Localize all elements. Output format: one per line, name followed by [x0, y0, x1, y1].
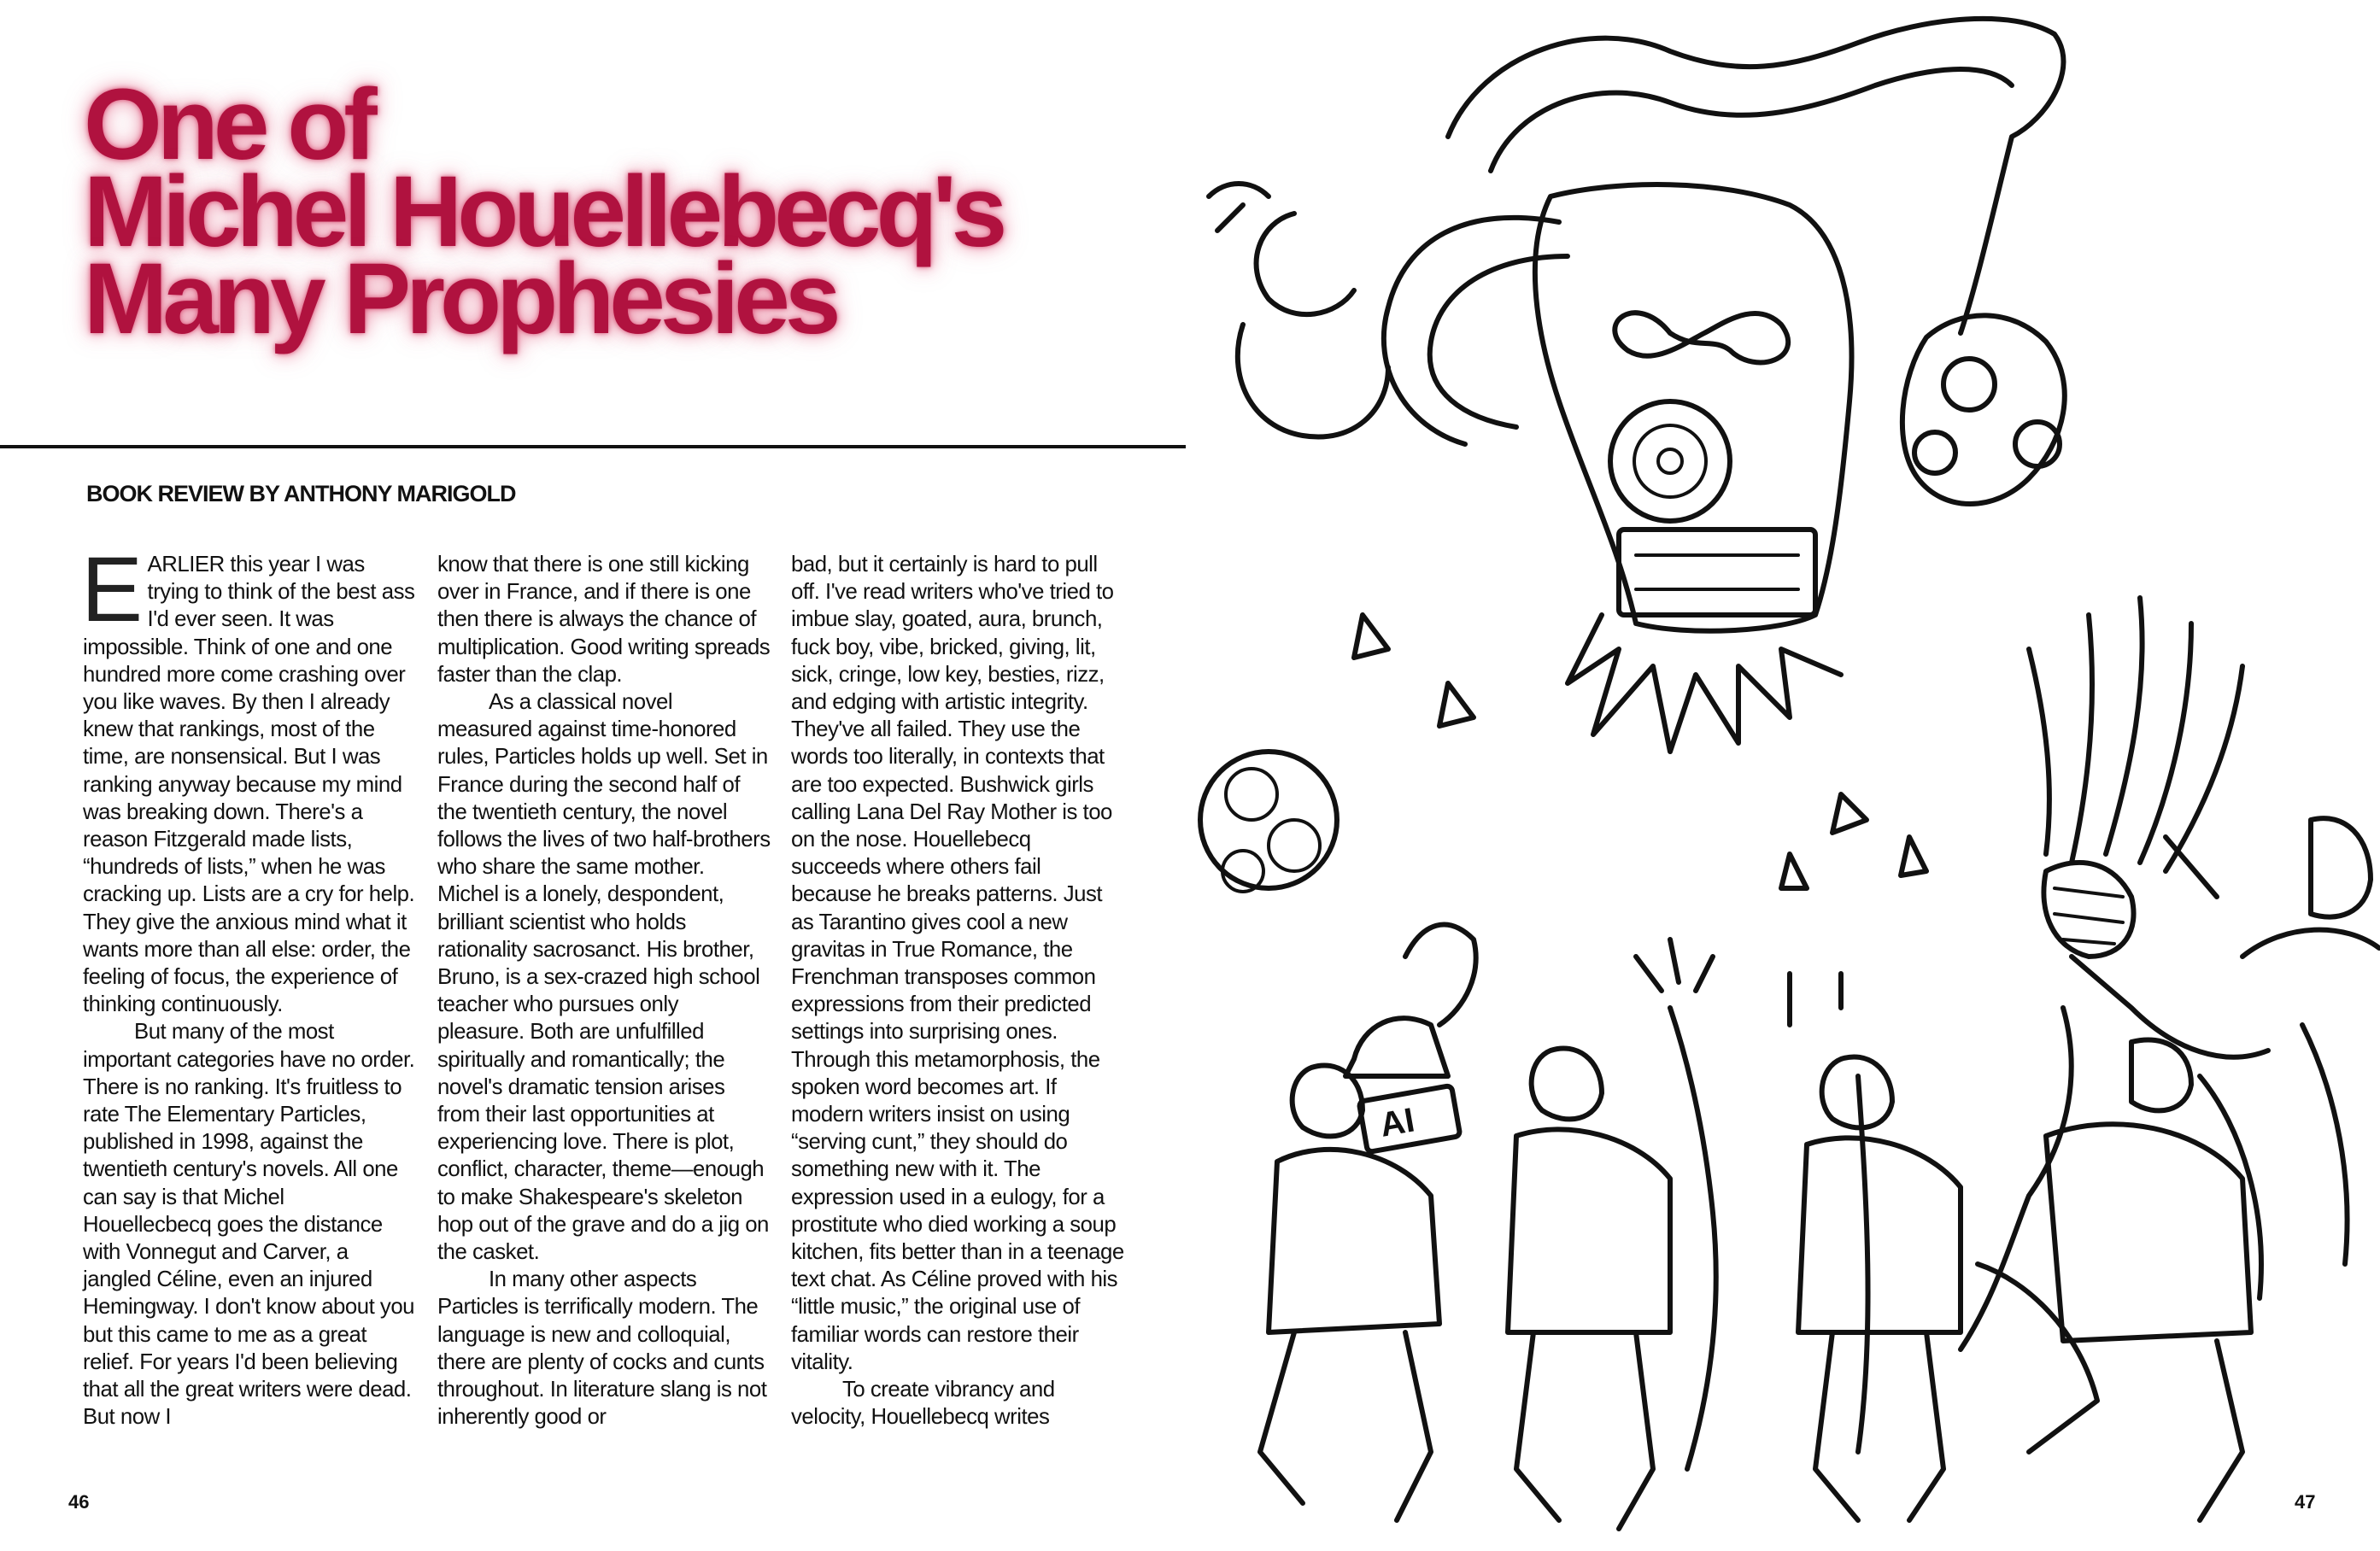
page-number-right: 47 [2295, 1491, 2316, 1513]
column-2-paragraph-2: As a classical novel measured against time-honored rules, Particles holds up well. Set in France during the second half of the twentieth century, the novel follows the lives of two half-brothers who share the same mother. Michel is a lonely, despondent, brilliant scientist who holds rationality sacrosanct. His brother, Bruno, is a sex-crazed high school teacher who pursues only pleasure. Both are unfulfilled spiritually and romantically; the novel's dramatic tension arises from their last opportunities at experiencing love. There is plot, conflict, character, theme—enough to make Shakespeare's skeleton hop out of the grave and do a jig on the casket. [437, 690, 771, 1265]
robot-illustration [1192, 0, 2380, 1551]
line-art-illustration [1192, 0, 2380, 1551]
robot-sign-text: AI [1377, 1101, 1418, 1144]
column-1-paragraph-2: But many of the most important categories have no order. There is no ranking. It's fruitless to rate The Elementary Particles, published in 1998, against the twentieth century's novels. All one can say is that Michel Houellecbecq goes the distance with Vonnegut and Carver, a jangled Céline, even an injured Hemingway. I don't know about you but this came to me as a great relief. For years I'd been believing that all the great writers were dead. But now I [83, 1020, 415, 1430]
headline-line-3: Many Prophesies [84, 243, 836, 355]
column-2-paragraph-3: In many other aspects Particles is terrifically modern. The language is new and colloquial, there are plenty of cocks and cunts throughout. In literature slang is not inherently good or [437, 1267, 767, 1430]
drop-cap: E [81, 537, 143, 641]
column-1-paragraph-1 [81, 537, 416, 1018]
paragraph-text: ARLIER this year I was trying to think of the best ass I'd ever seen. It was impossible. Think of one and one hundred more come crashing over you like waves. By then I already knew that rankings, most of the time, are nonsensical. But I was ranking anyway because my mind was breaking down. There's a reason Fitzgerald made lists, “hundreds of lists,” when he was cracking up. Lists are a cry for help. They give the anxious mind what it wants more than all else: order, the feeling of focus, the experience of thinking continuously. [83, 553, 415, 1017]
article-headline [84, 68, 1194, 355]
headline-line-2: Michel Houellebecq's [84, 155, 1003, 268]
headline-divider [0, 445, 1186, 448]
page-number-left: 46 [68, 1491, 90, 1513]
body-column-2 [437, 551, 771, 1431]
column-3-paragraph-1: bad, but it certainly is hard to pull off. I've read writers who've tried to imbue slay, goated, aura, brunch, fuck boy, vibe, bricked, giving, lit, sick, cringe, low key, besties, rizz, and edging with artistic integrity. They've all failed. They use the words too literally, in contexts that are too expected. Bushwick girls calling Lana Del Ray Mother is too on the nose. Houellebecq succeeds where others fail because he breaks patterns. Just as Tarantino gives cool a new gravitas in True Romance, the Frenchman transposes common expressions from their predicted settings into surprising ones. Through this metamorphosis, the spoken word becomes art. If modern writers insist on using “serving cunt,” they should do something new with it. The expression used in a eulogy, for a prostitute who died working a soup kitchen, fits better than in a teenage text chat. As Céline proved with his “little music,” the original use of familiar words can restore their vitality. [791, 553, 1124, 1374]
column-2-paragraph-1: know that there is one still kicking over in France, and if there is one then there is always the chance of multiplication. Good writing spreads faster than the clap. [437, 553, 771, 687]
body-column-1 [81, 537, 416, 1431]
body-column-3 [791, 551, 1124, 1431]
headline-line-1: One of [84, 68, 372, 181]
byline: BOOK REVIEW BY ANTHONY MARIGOLD [86, 481, 516, 506]
column-3-paragraph-2: To create vibrancy and velocity, Houellebecq writes [791, 1378, 1055, 1430]
